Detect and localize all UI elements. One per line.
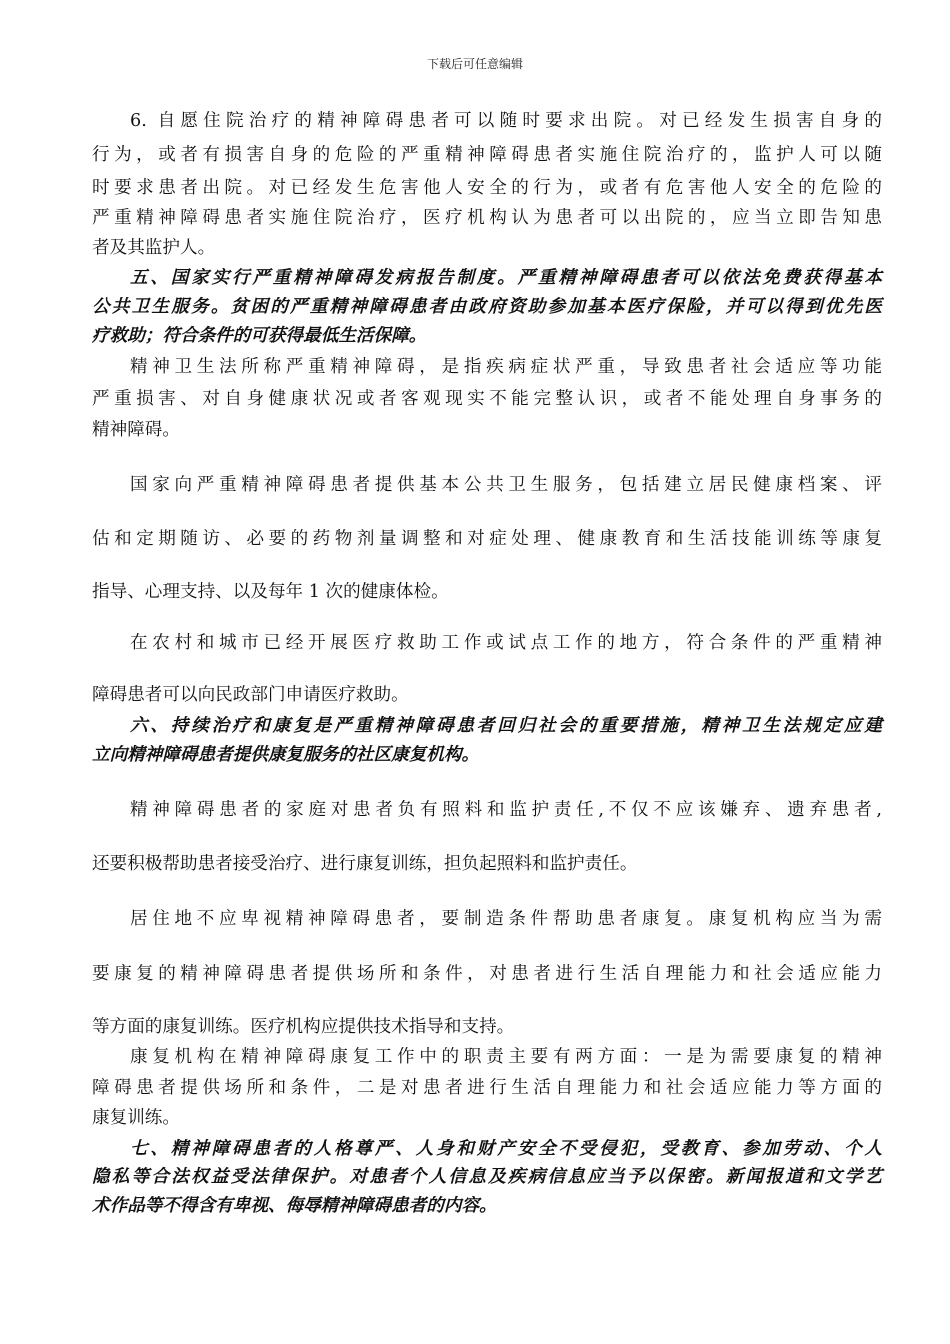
heading-line: 隐私等合法权益受法律保护。对患者个人信息及疾病信息应当予以保密。新闻报道和文学艺 — [92, 1167, 882, 1187]
line-text: 严重损害、对自身健康状况或者客观现实不能完整认识，或者不能处理自身事务的 — [92, 389, 882, 409]
heading-line: 五、国家实行严重精神障碍发病报告制度。严重精神障碍患者可以依法免费获得基本 — [130, 268, 882, 288]
line-text: 6. 自愿住院治疗的精神障碍患者可以随时要求出院。对已经发生损害自身的 — [130, 111, 882, 131]
line-text: 等方面的康复训练。医疗机构应提供技术指导和支持。 — [92, 1017, 515, 1037]
line-text: 精神障碍。 — [92, 420, 180, 440]
line-text: 时要求患者出院。对已经发生危害他人安全的行为，或者有危害他人安全的危险的 — [92, 178, 882, 198]
line-text: 者及其监护人。 — [92, 238, 216, 258]
line-text: 精神卫生法所称严重精神障碍，是指疾病症状严重，导致患者社会适应等功能 — [130, 357, 882, 377]
heading-line: 六、持续治疗和康复是严重精神障碍患者回归社会的重要措施，精神卫生法规定应建 — [130, 716, 882, 736]
heading-line: 公共卫生服务。贫困的严重精神障碍患者由政府资助参加基本医疗保险，并可以得到优先医 — [92, 297, 882, 317]
line-text: 障碍患者可以向民政部门申请医疗救助。 — [92, 685, 409, 705]
line-text: 国家向严重精神障碍患者提供基本公共卫生服务，包括建立居民健康档案、评 — [130, 475, 882, 495]
page-header: 下载后可任意编辑 — [426, 57, 523, 71]
line-text: 精神障碍患者的家庭对患者负有照料和监护责任,不仅不应该嫌弃、遗弃患者, — [130, 800, 882, 820]
line-text: 还要积极帮助患者接受治疗、进行康复训练，担负起照料和监护责任。 — [92, 854, 638, 874]
line-text: 严重精神障碍患者实施住院治疗，医疗机构认为患者可以出院的，应当立即告知患 — [92, 208, 882, 228]
heading-line: 术作品等不得含有卑视、侮辱精神障碍患者的内容。 — [92, 1196, 497, 1216]
heading-line: 立向精神障碍患者提供康复服务的社区康复机构。 — [92, 745, 480, 765]
line-text: 康复训练。 — [92, 1108, 180, 1128]
line-text: 康复机构在精神障碍康复工作中的职责主要有两方面：一是为需要康复的精神 — [130, 1047, 882, 1067]
line-text: 行为，或者有损害自身的危险的严重精神障碍患者实施住院治疗的，监护人可以随 — [92, 145, 882, 165]
heading-line: 疗救助；符合条件的可获得最低生活保障。 — [92, 326, 427, 346]
line-text: 在农村和城市已经开展医疗救助工作或试点工作的地方，符合条件的严重精神 — [130, 633, 882, 653]
line-text: 要康复的精神障碍患者提供场所和条件，对患者进行生活自理能力和社会适应能力 — [92, 964, 882, 984]
line-text: 估和定期随访、必要的药物剂量调整和对症处理、健康教育和生活技能训练等康复 — [92, 529, 882, 549]
line-text: 指导、心理支持、以及每年 1 次的健康体检。 — [92, 582, 449, 602]
line-text: 居住地不应卑视精神障碍患者，要制造条件帮助患者康复。康复机构应当为需 — [130, 909, 882, 929]
line-text: 障碍患者提供场所和条件，二是对患者进行生活自理能力和社会适应能力等方面的 — [92, 1078, 882, 1098]
heading-line: 七、精神障碍患者的人格尊严、人身和财产安全不受侵犯，受教育、参加劳动、个人 — [130, 1139, 882, 1159]
